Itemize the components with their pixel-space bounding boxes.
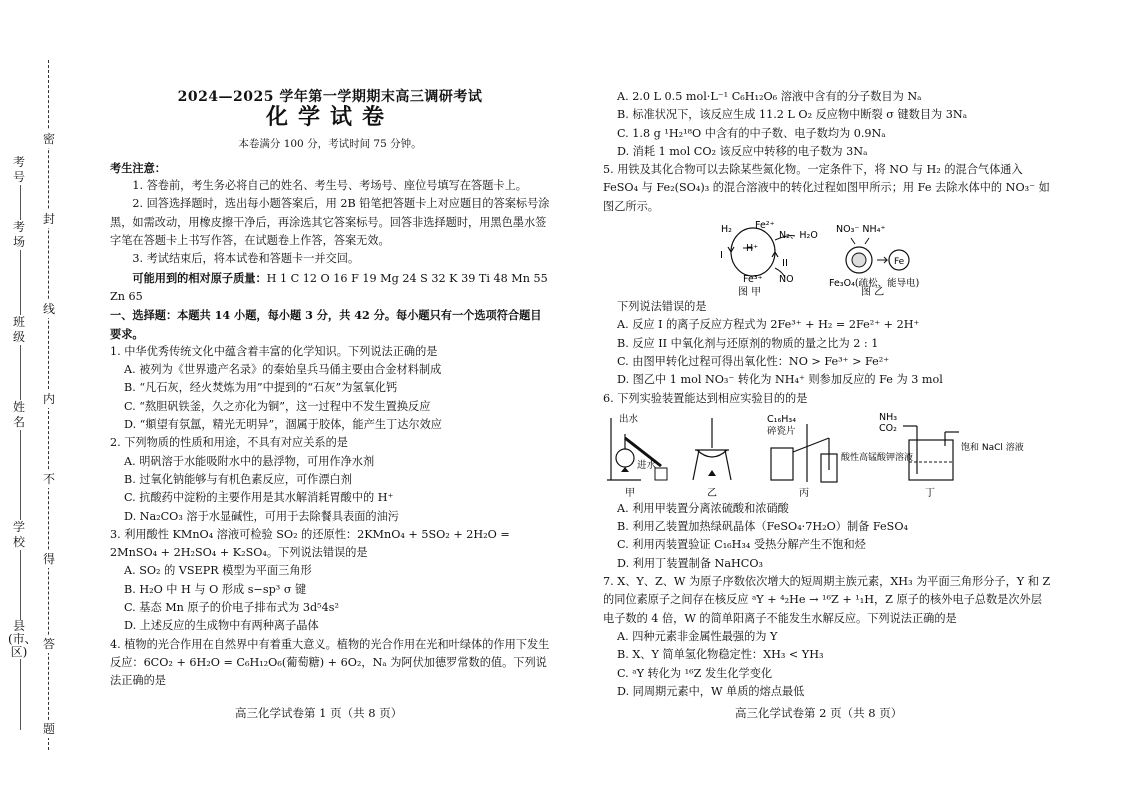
question-option: D. Na₂CO₃ 溶于水显碱性，可用于去除餐具表面的油污 (124, 509, 399, 523)
question-option: B. 过氧化钠能够与有机色素反应，可作漂白剂 (124, 472, 352, 486)
caption-yi: 乙 (707, 487, 717, 498)
footer-page-right: 高三化学试卷第 2 页（共 8 页） (735, 706, 903, 720)
notice-item: 2. 回答选择题时，选出每小题答案后，用 2B 铅笔把答题卡上对应题目的答案标号涂黑，如需改动，用橡皮擦干净后，再涂选其它答案标号。回答非选择题时，用黑色墨水签字笔在答题卡上书写作答，在试题卷上作答，答案无效。 (110, 197, 550, 248)
seal-field-name: 姓名 (8, 400, 30, 430)
question-option: C. “熬胆矾铁釜，久之亦化为铜”，这一过程中不发生置换反应 (124, 399, 431, 413)
question-option: A. 反应 I 的离子反应方程式为 2Fe³⁺ + H₂ = 2Fe²⁺ + 2H⁺ (617, 318, 920, 332)
label-fe3o4: Fe₃O₄(疏松、能导电) (829, 278, 920, 290)
question-stem: 7. X、Y、Z、W 为原子序数依次增大的短周期主族元素，XH₃ 为平面三角形分子，Y 和 Z 的同位素原子之间存在核反应 ᵃY + ⁴₂He → ¹⁶Z + ¹₁H，Z 原子的核外电子总数是次外层电子数的 4 倍，W 的简单阳离子不能发生水解反应。下列说法正确的是 (603, 575, 1051, 625)
question-option: C. ᵃY 转化为 ¹⁶Z 发生化学变化 (617, 666, 773, 680)
label-suicipian: 碎瓷片 (767, 425, 796, 437)
question-option: B. 反应 II 中氧化剂与还原剂的物质的量之比为 2 : 1 (617, 336, 879, 350)
seal-field-exam-room: 考场 (8, 220, 30, 250)
right-column (603, 88, 1053, 701)
label-fe3: Fe³⁺ (743, 274, 763, 286)
seal-word: 题 (40, 720, 58, 738)
question-option: C. 1.8 g ¹H₂¹⁸O 中含有的中子数、电子数均为 0.9Nₐ (617, 126, 886, 140)
reaction-arrow (877, 257, 887, 263)
question-option: C. 基态 Mn 原子的价电子排布式为 3d⁵4s² (124, 601, 339, 615)
tripod-leg (693, 450, 699, 480)
notice-heading: 考生注意： (110, 160, 166, 175)
q6-apparatus-svg (603, 410, 1053, 498)
question-option: B. H₂O 中 H 与 O 形成 s−sp³ σ 键 (124, 582, 307, 596)
question-option: A. 明矾溶于水能吸附水中的悬浮物，可用作净水剂 (124, 454, 375, 468)
seal-word: 封 (40, 210, 58, 228)
q5-figures-svg (603, 218, 1053, 296)
question-option: C. 抗酸药中淀粉的主要作用是其水解消耗胃酸中的 H⁺ (124, 491, 394, 505)
question-option: D. 图乙中 1 mol NO₃⁻ 转化为 NH₄⁺ 则参加反应的 Fe 为 3 mol (617, 373, 943, 387)
question-option: A. 四种元素非金属性最强的为 Y (617, 629, 778, 643)
seal-field-exam-number: 考号 (8, 155, 30, 185)
lamp-flame (708, 470, 716, 476)
question-stem: 6. 下列实验装置能达到相应实验目的的是 (603, 391, 808, 405)
q5-figures (603, 218, 1053, 296)
question-option: B. X、Y 简单氢化物稳定性：XH₃ < YH₃ (617, 648, 824, 662)
exam-year-title: 2024—2025 学年第一学期期末高三调研考试 (177, 89, 483, 105)
label-c16h34: C₁₆H₃₄ (767, 413, 797, 425)
figure-yi-diagram (829, 224, 919, 296)
heating-tube (771, 448, 793, 480)
label-co2: CO₂ (879, 422, 897, 434)
nitrate-arrows (851, 238, 869, 244)
question-option: D. 同周期元素中，W 单质的熔点最低 (617, 684, 805, 698)
label-chushui: 出水 (619, 413, 639, 425)
score-time-note: 本卷满分 100 分，考试时间 75 分钟。 (238, 137, 422, 150)
question-option: D. 利用丁装置制备 NaHCO₃ (617, 556, 763, 570)
fe-core (852, 253, 866, 267)
apparatus-jia (607, 413, 667, 498)
figure-jia-caption: 图 甲 (738, 287, 762, 297)
seal-word: 密 (40, 130, 58, 148)
seal-word: 得 (40, 550, 58, 568)
footer-page-left: 高三化学试卷第 1 页（共 8 页） (235, 706, 403, 720)
figure-yi-caption: 图 乙 (861, 287, 885, 297)
question-stem: 3. 利用酸性 KMnO₄ 溶液可检验 SO₂ 的还原性：2KMnO₄ + 5SO₂ + 2H₂O = 2MnSO₄ + 2H₂SO₄ + K₂SO₄。下列说法错误的是 (110, 527, 510, 560)
q6-apparatus (603, 410, 1053, 498)
caption-jia: 甲 (625, 487, 635, 498)
figure-jia-diagram (720, 220, 818, 296)
seal-word: 不 (40, 470, 58, 488)
receiver (655, 468, 667, 480)
tripod-leg (725, 450, 731, 480)
seal-word: 内 (40, 390, 58, 408)
label-n2-h2o: N₂、H₂O (779, 230, 818, 242)
question-option: C. 由图甲转化过程可得出氧化性：NO > Fe³⁺ > Fe²⁺ (617, 354, 890, 368)
exam-subject-title: 化学试卷 (265, 104, 394, 131)
label-nh3: NH₃ (879, 411, 898, 423)
question-stem: 1. 中华优秀传统文化中蕴含着丰富的化学知识。下列说法正确的是 (110, 344, 438, 358)
gas-bottle (909, 440, 953, 480)
section-one-heading: 一、选择题：本题共 14 小题，每小题 3 分，共 42 分。每小题只有一个选项符合题目要求。 (110, 308, 542, 341)
question-option: D. “頫望有氛氲，精光无明异”，涸属于胶体，能产生丁达尔效应 (124, 418, 442, 432)
label-fe: Fe (894, 257, 905, 268)
label-roman-one: I (720, 250, 723, 262)
distillation-flask (616, 449, 634, 467)
question-option: D. 消耗 1 mol CO₂ 该反应中转移的电子数为 3Nₐ (617, 144, 868, 158)
label-no3-nh4: NO₃⁻ NH₄⁺ (836, 224, 886, 236)
q5-question: 下列说法错误的是 (617, 300, 707, 314)
question-option: A. 被列为《世界遗产名录》的秦始皇兵马俑主要由合金材料制成 (124, 363, 442, 377)
question-option: A. SO₂ 的 VSEPR 模型为平面三角形 (124, 564, 312, 578)
label-no: NO (779, 274, 794, 286)
atomic-mass-line (110, 269, 550, 307)
question-stem: 5. 用铁及其化合物可以去除某些氮化物。一定条件下，将 NO 与 H₂ 的混合气体通入 FeSO₄ 与 Fe₂(SO₄)₃ 的混合溶液中的转化过程如图甲所示；用 Fe 去除水体中的 NO₃⁻ 如图乙所示。 (603, 163, 1050, 213)
notice-item: 1. 答卷前，考生务必将自己的姓名、考生号、考场号、座位号填写在答题卡上。 (132, 179, 527, 193)
label-fe2: Fe²⁺ (755, 220, 775, 232)
lamp-flame (621, 467, 629, 472)
label-roman-two: II (782, 258, 788, 270)
delivery-tube (793, 438, 829, 452)
label-hplus: H⁺ (746, 243, 759, 255)
atomic-mass-label: 可能用到的相对原子质量： (132, 270, 267, 285)
crucible (697, 450, 727, 457)
question-stem: 2. 下列物质的性质和用途，不具有对应关系的是 (110, 436, 348, 450)
seal-strip (0, 60, 80, 750)
caption-ding: 丁 (925, 487, 935, 498)
question-option: A. 2.0 L 0.5 mol·L⁻¹ C₆H₁₂O₆ 溶液中含有的分子数目为 Nₐ (617, 90, 922, 103)
label-h2: H₂ (721, 224, 732, 236)
seal-field-school: 学校 (8, 520, 30, 550)
question-option: A. 利用甲装置分离浓硫酸和浓硝酸 (617, 501, 789, 515)
atomic-mass-values: H 1 C 12 O 16 F 19 Mg 24 S 32 K 39 Ti 48 Mn 55 Zn 65 (110, 271, 548, 303)
seal-field-class: 班级 (8, 315, 30, 345)
caption-bing: 丙 (799, 487, 809, 498)
apparatus-yi (693, 418, 731, 498)
question-option: D. 上述反应的生成物中有两种离子晶体 (124, 619, 319, 633)
question-option: B. 标准状况下，该反应生成 11.2 L O₂ 反应物中断裂 σ 键数目为 3Nₐ (617, 108, 968, 122)
left-column (110, 88, 550, 691)
notice-item: 3. 考试结束后，将本试卷和答题卡一并交回。 (132, 252, 360, 266)
question-stem: 4. 植物的光合作用在自然界中有着重大意义。植物的光合作用在光和叶绿体的作用下发生反应：6CO₂ + 6H₂O = C₆H₁₂O₆(葡萄糖) + 6O₂，Nₐ 为阿伏加德罗常数的值。下列说法正确的是 (110, 637, 550, 688)
seal-word: 线 (40, 300, 58, 318)
label-kmno4: 酸性高锰酸钾溶液 (841, 452, 914, 463)
label-nacl: 饱和 NaCl 溶液 (961, 442, 1024, 453)
question-option: B. “凡石灰，经火焚炼为用”中提到的“石灰”为氢氧化钙 (124, 381, 398, 395)
seal-field-county: 县(市、区) (8, 619, 37, 659)
seal-word: 答 (40, 635, 58, 653)
label-jinshui: 进水 (637, 459, 657, 471)
question-option: B. 利用乙装置加热绿矾晶体（FeSO₄·7H₂O）制备 FeSO₄ (617, 520, 908, 534)
question-option: C. 利用丙装置验证 C₁₆H₃₄ 受热分解产生不饱和烃 (617, 538, 866, 552)
